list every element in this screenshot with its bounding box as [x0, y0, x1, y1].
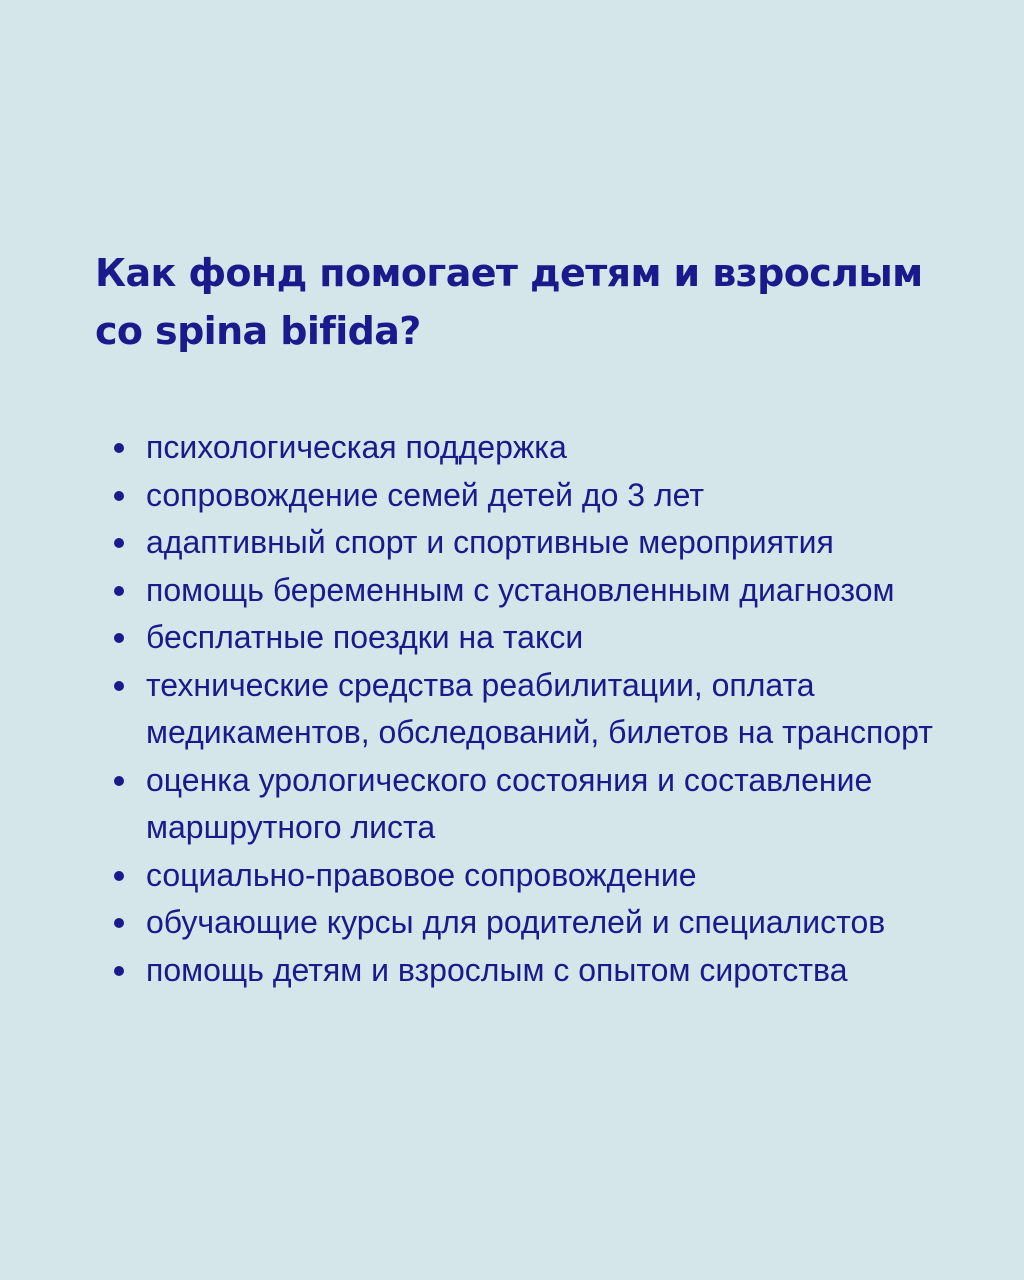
list-item-text: помощь беременным с установленным диагнозом	[146, 571, 895, 608]
bullet-icon	[114, 871, 124, 881]
bullet-icon	[114, 538, 124, 548]
list-item	[110, 947, 990, 995]
list-item-text: сопровождение семей детей до 3 лет	[146, 476, 704, 513]
page-title	[95, 244, 975, 360]
list-item	[110, 757, 990, 852]
bullet-icon	[114, 586, 124, 596]
list-item	[110, 899, 990, 947]
bullet-icon	[114, 491, 124, 501]
list-item	[110, 519, 990, 567]
bullet-icon	[114, 443, 124, 453]
title-line-2: со spina bifida?	[95, 309, 421, 353]
bullet-icon	[114, 966, 124, 976]
list-item-text-continued: медикаментов, обследований, билетов на транспорт	[146, 714, 933, 750]
bullet-icon	[114, 681, 124, 691]
title-line-1: Как фонд помогает детям и взрослым	[95, 251, 923, 295]
list-item	[110, 852, 990, 900]
list-item-text: психологическая поддержка	[146, 429, 567, 465]
bullet-icon	[114, 633, 124, 643]
list-item-text: адаптивный спорт и спортивные мероприятия	[146, 524, 834, 560]
list-item	[110, 472, 990, 520]
list-item-text: оценка урологического состояния и составление	[146, 761, 873, 798]
list-item-text: обучающие курсы для родителей и специалистов	[146, 904, 886, 940]
list-item	[110, 424, 990, 472]
bullet-icon	[114, 918, 124, 928]
list-item	[110, 662, 990, 757]
list-item	[110, 614, 990, 662]
list-item-text: социально-правовое сопровождение	[146, 856, 697, 893]
list-item-text: технические средства реабилитации, оплата	[146, 666, 815, 703]
list-item-text: бесплатные поездки на такси	[146, 619, 584, 655]
list-item-text-continued: маршрутного листа	[146, 809, 436, 845]
list-item	[110, 567, 990, 615]
help-list	[110, 424, 990, 994]
list-item-text: помощь детям и взрослым с опытом сиротства	[146, 951, 848, 988]
bullet-icon	[114, 776, 124, 786]
